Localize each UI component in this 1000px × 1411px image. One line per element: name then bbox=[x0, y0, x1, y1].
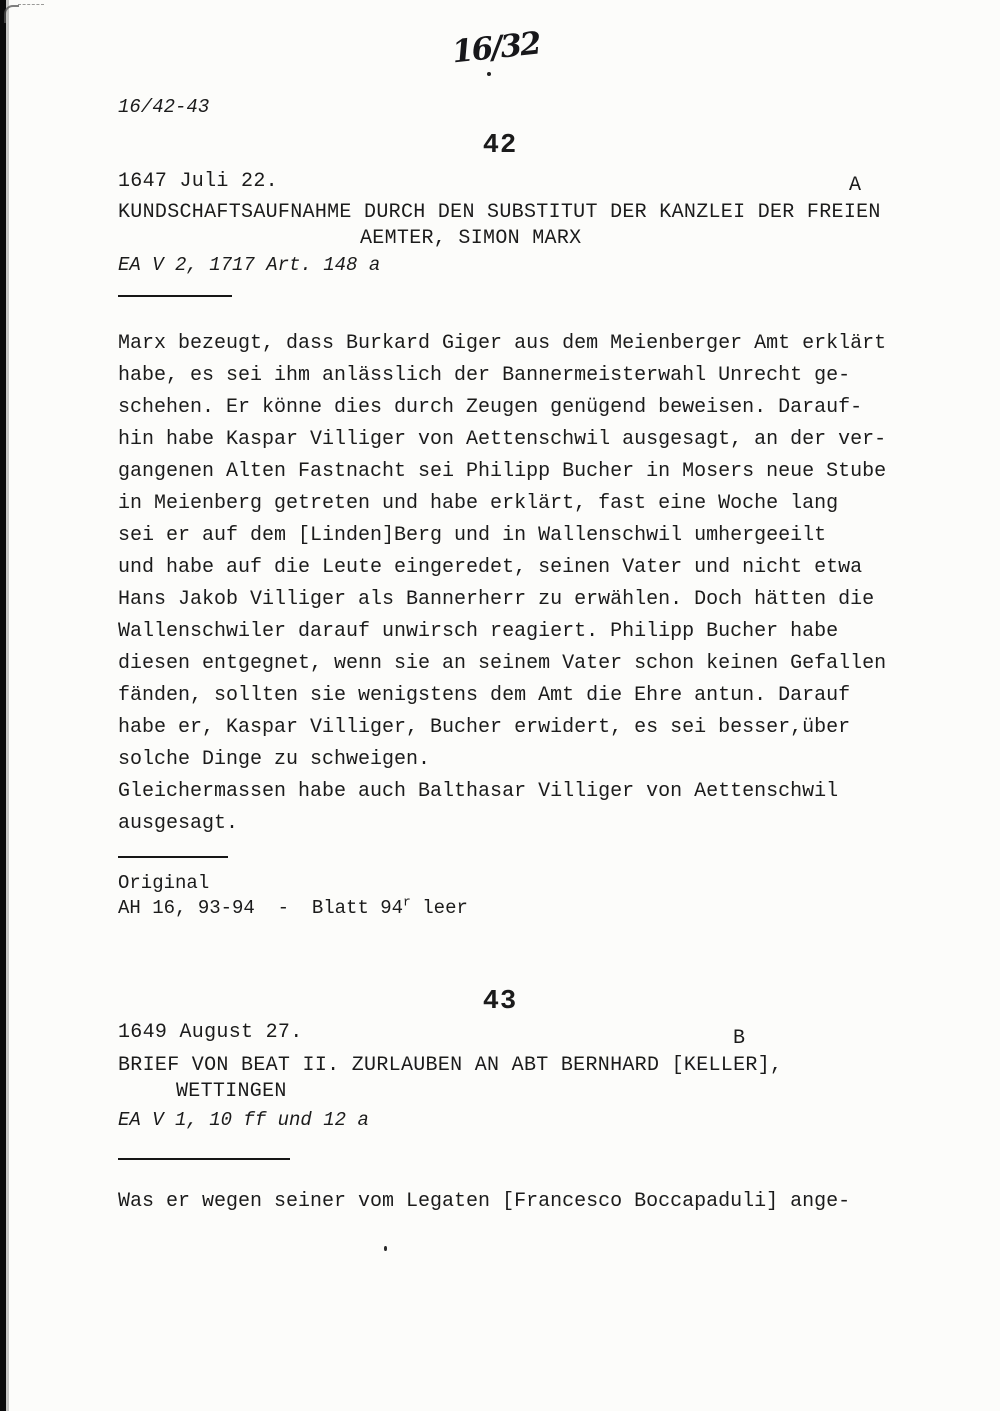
entry-43-number: 43 bbox=[482, 987, 518, 1017]
stray-ink-mark bbox=[384, 1246, 387, 1251]
handwritten-dot-mark bbox=[487, 72, 491, 76]
body-line: Marx bezeugt, dass Burkard Giger aus dem Meienberger Amt erklärt bbox=[118, 332, 887, 355]
entry-42-title-line2: AEMTER, SIMON MARX bbox=[360, 227, 582, 250]
entry-42-footer-rule bbox=[118, 856, 228, 858]
body-line: hin habe Kaspar Villiger von Aettenschwil ausgesagt, an der ver- bbox=[118, 428, 887, 451]
body-line: und habe auf die Leute eingeredet, seinen Vater und nicht etwa bbox=[118, 556, 863, 579]
entry-42-source-reference: EA V 2, 1717 Art. 148 a bbox=[118, 254, 381, 276]
body-line: diesen entgegnet, wenn sie an seinem Vater schon keinen Gefallen bbox=[118, 652, 887, 675]
entry-43-title-line2: WETTINGEN bbox=[176, 1080, 287, 1103]
entry-42-divider-rule bbox=[118, 295, 232, 297]
corner-dashed-mark bbox=[18, 4, 44, 5]
handwritten-folio-note: 16/32 bbox=[450, 25, 542, 71]
corner-squiggle-mark bbox=[4, 5, 19, 23]
provenance-ref-text: AH 16, 93-94 - Blatt 94 bbox=[118, 897, 404, 919]
body-line: Wallenschwiler darauf unwirsch reagiert. Philipp Bucher habe bbox=[118, 620, 839, 643]
entry-42-margin-letter: A bbox=[849, 174, 862, 197]
body-line: in Meienberg getreten und habe erklärt, fast eine Woche lang bbox=[118, 492, 839, 515]
entry-43-margin-letter: B bbox=[733, 1027, 746, 1050]
body-line: fänden, sollten sie wenigstens dem Amt die Ehre antun. Darauf bbox=[118, 684, 851, 707]
body-line: solche Dinge zu schweigen. bbox=[118, 748, 431, 771]
entry-42-title-line1: KUNDSCHAFTSAUFNAHME DURCH DEN SUBSTITUT DER KANZLEI DER FREIEN bbox=[118, 201, 881, 224]
entry-42-provenance-reference bbox=[118, 894, 468, 919]
body-line: Hans Jakob Villiger als Bannerherr zu erwählen. Doch hätten die bbox=[118, 588, 875, 611]
scan-edge-smear bbox=[6, 0, 9, 1411]
body-line: ausgesagt. bbox=[118, 812, 239, 835]
entry-43-date: 1649 August 27. bbox=[118, 1021, 303, 1044]
entry-42-body bbox=[118, 328, 886, 840]
entry-43-title-line1: BRIEF VON BEAT II. ZURLAUBEN AN ABT BERNHARD [KELLER], bbox=[118, 1054, 783, 1077]
entry-43-divider-rule bbox=[118, 1158, 290, 1160]
entry-42-date: 1647 Juli 22. bbox=[118, 170, 278, 193]
body-line: sei er auf dem [Linden]Berg und in Wallenschwil umhergeeilt bbox=[118, 524, 827, 547]
provenance-ref-tail: leer bbox=[410, 897, 468, 919]
body-line: habe, es sei ihm anlässlich der Bannermeisterwahl Unrecht ge- bbox=[118, 364, 851, 387]
entry-43-body-line: Was er wegen seiner vom Legaten [Francesco Boccapaduli] ange- bbox=[118, 1190, 851, 1213]
body-line: Gleichermassen habe auch Balthasar Villiger von Aettenschwil bbox=[118, 780, 839, 803]
body-line: schehen. Er könne dies durch Zeugen genügend beweisen. Darauf- bbox=[118, 396, 863, 419]
entry-42-number: 42 bbox=[482, 131, 518, 161]
body-line: gangenen Alten Fastnacht sei Philipp Bucher in Mosers neue Stube bbox=[118, 460, 887, 483]
page-header-reference: 16/42-43 bbox=[118, 96, 210, 118]
body-line: habe er, Kaspar Villiger, Bucher erwidert, es sei besser,über bbox=[118, 716, 851, 739]
provenance-superscript: r bbox=[403, 894, 411, 910]
entry-42-provenance-label: Original bbox=[118, 872, 210, 894]
entry-43-source-reference: EA V 1, 10 ff und 12 a bbox=[118, 1109, 369, 1131]
